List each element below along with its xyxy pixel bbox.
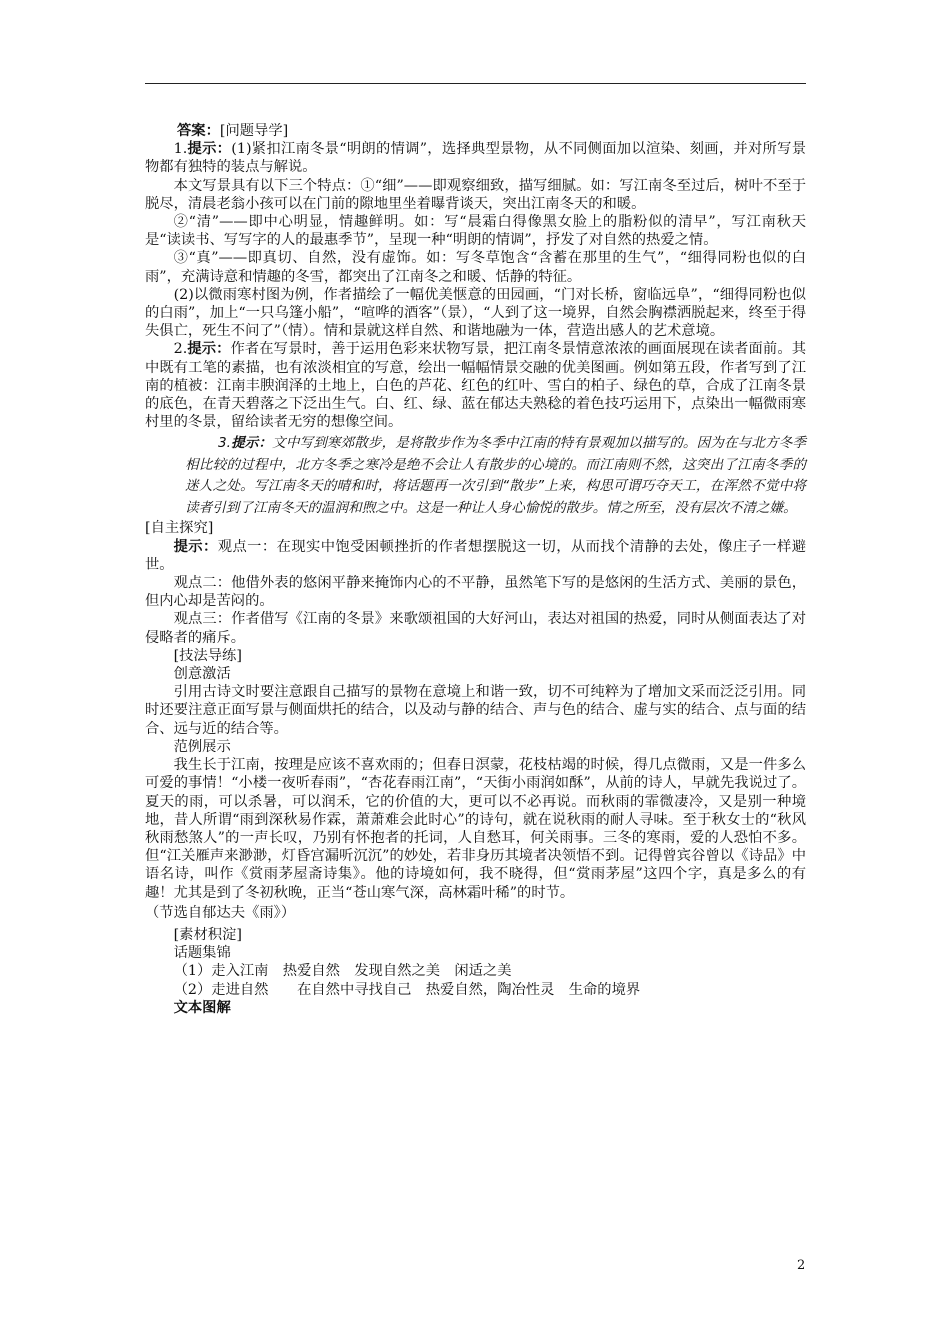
- hint-label: 提示：: [187, 141, 232, 158]
- hint-label: 提示：: [187, 341, 231, 358]
- paragraph-features: 本文写景具有以下三个特点：①“细”——即观察细致，描写细腻。如：写江南冬至过后，树叶不至于脱尽，清晨老翁小孩可以在门前的隙地里坐着曝背谈天，突出江南冬天的和暖。: [145, 177, 806, 212]
- item-1-text: (1)紧扣江南冬景“明朗的情调”，选择典型景物，从不同侧面加以渲染、刻画，并对所写景物都有独特的装点与解说。: [145, 141, 806, 176]
- fanli-text: 我生长于江南，按理是应该不喜欢雨的；但春日溟蒙，花枝枯竭的时候，得几点微雨，又是一件多么可爱的事情！“小楼一夜听春雨”，“杏花春雨江南”，“天街小雨润如酥”，从前的诗人，早就先我说过了。夏天的雨，可以杀暑，可以润禾，它的价值的大，更可以不必再说。而秋雨的霏微凄冷，又是别一种境地，昔人所谓“雨到深秋易作霖，萧萧难会此时心”的诗句，就在说秋雨的耐人寻味。至于秋女士的“秋风秋雨愁煞人”的一声长叹，乃别有怀抱者的托词，人自愁耳，何关雨事。三冬的寒雨，爱的人恐怕不多。但“江关雁声来渺渺，灯昏宫漏听沉沉”的妙处，若非身历其境者决领悟不到。记得曾宾谷曾以《诗品》中语名诗，叫作《赏雨茅屋斋诗集》。他的诗境如何，我不晓得，但“赏雨茅屋”这四个字，真是多么的有趣！尤其是到了冬初秋晚，正当“苍山寒气深，高林霜叶稀”的时节。: [145, 757, 806, 901]
- item-1: [145, 140, 806, 176]
- answer-heading: [145, 122, 806, 140]
- chuangyi-title: 创意激活: [173, 666, 231, 683]
- zizhu-view1-text: 观点一：在现实中饱受困顿挫折的作者想摆脱这一切，从而找个清静的去处，像庄子一样避世。: [145, 538, 807, 573]
- answer-label: 答案：: [177, 123, 220, 139]
- item-2-num: 2.: [173, 341, 188, 358]
- item-3-text: 文中写到寒郊散步，是将散步作为冬季中江南的特有景观加以描写的。因为在与北方冬季相比较的过程中，北方冬季之寒冷是绝不会让人有散步的心境的。而江南则不然，这突出了江南冬季的迷人之处。写江南冬天的晴和时，将话题再一次引到“散步”上来，构思可谓巧夺天工，在浑然不觉中将读者引到了江南冬天的温润和煦之中。这是一种让人身心愉悦的散步。情之所至，没有层次不清之嫌。: [185, 435, 806, 516]
- section-zizhu: [自主探究]: [145, 520, 214, 537]
- item-3-num: 3.: [218, 435, 231, 452]
- page-number: 2: [797, 1258, 806, 1273]
- paragraph-zhen: ③“真”——即真切、自然，没有虚饰。如：写冬草饱含“含蓄在那里的生气”，“细得同粉也似的白雨”，充满诗意和情趣的冬雪，都突出了江南冬之和暖、恬静的特征。: [145, 250, 806, 285]
- item-3-handwritten: [145, 433, 806, 519]
- tujie-title: 文本图解: [173, 999, 231, 1016]
- zizhu-view3: 观点三：作者借写《江南的冬景》来歌颂祖国的大好河山，表达对祖国的热爱，同时从侧面表达了对侵略者的痛斥。: [145, 611, 806, 646]
- hint-label: 提示：: [230, 435, 273, 452]
- source-citation: （节选自郁达夫《雨》）: [145, 904, 296, 921]
- hint-label: 提示：: [173, 538, 218, 555]
- header-rule: [145, 83, 806, 84]
- fanli-title: 范例展示: [173, 738, 231, 755]
- item-2-text: 作者在写景时，善于运用色彩来状物写景，把江南冬景情意浓浓的画面展现在读者面前。其中既有工笔的素描，也有浓淡相宜的写意，绘出一幅幅情景交融的优美图画。例如第五段，作者写到了江南的植被：江南丰腴润泽的土地上，白色的芦花、红色的红叶、雪白的柏子、绿色的草，合成了江南冬景的底色，在青天碧落之下泛出生气。白、红、绿、蓝在郁达夫熟稔的着色技巧运用下，点染出一幅微雨寒村里的冬景，留给读者无穷的想像空间。: [145, 341, 807, 431]
- zizhu-view1: [145, 538, 806, 574]
- huati-title: 话题集锦: [173, 945, 231, 962]
- zizhu-view2: 观点二：他借外表的悠闲平静来掩饰内心的不平静，虽然笔下写的是悠闲的生活方式、美丽的景色，但内心却是苦闷的。: [145, 575, 806, 610]
- section-wenti: [问题导学]: [219, 123, 289, 139]
- paragraph-item1-2: (2)以微雨寒村图为例，作者描绘了一幅优美惬意的田园画，“门对长桥，窗临远阜”，“细得同粉也似的白雨”，加上“一只乌篷小船”，“喧哗的酒客”（景），“人到了这一境界，自然会胸襟洒脱起来，终至于得失俱亡，死生不问了”（情）。情和景就这样自然、和谐地融为一体，营造出感人的艺术意境。: [145, 286, 806, 340]
- chuangyi-text: 引用古诗文时要注意跟自己描写的景物在意境上和谐一致，切不可纯粹为了增加文采而泛泛引用。同时还要注意正面写景与侧面烘托的结合，以及动与静的结合、声与色的结合、虚与实的结合、点与面的结合、远与近的结合等。: [145, 684, 806, 737]
- document-body: [145, 122, 806, 1017]
- item-2: [145, 340, 806, 431]
- item-1-num: 1.: [173, 141, 188, 158]
- paragraph-qing: ②“清”——即中心明显，情趣鲜明。如：写“晨霜白得像黑女脸上的脂粉似的清早”，写江南秋天是“读读书、写写字的人的最惠季节”，呈现一种“明朗的情调”，抒发了对自然的热爱之情。: [145, 214, 806, 249]
- topic-2: （2）走进自然 在自然中寻找自己 热爱自然，陶冶性灵 生命的境界: [173, 981, 641, 998]
- topic-1: （1）走入江南 热爱自然 发现自然之美 闲适之美: [173, 963, 512, 980]
- section-jifa: [技法导练]: [173, 647, 242, 664]
- section-sucai: [素材积淀]: [173, 926, 242, 943]
